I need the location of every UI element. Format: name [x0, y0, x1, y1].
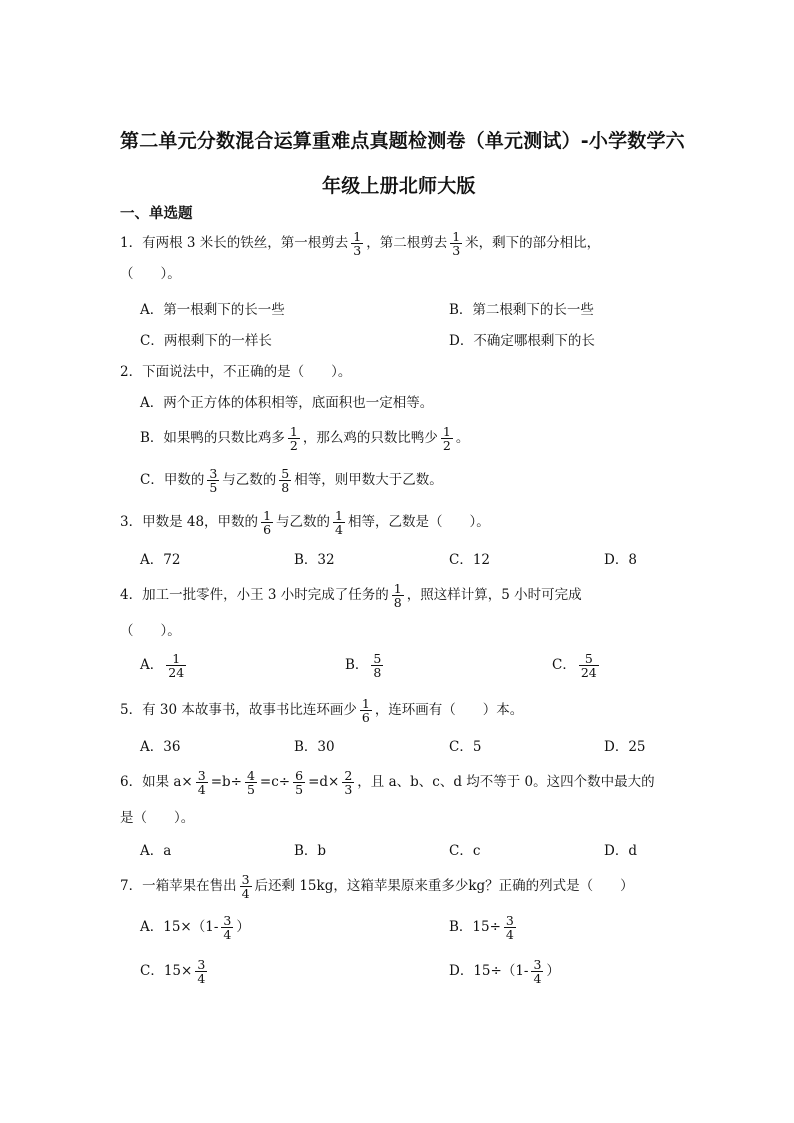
fraction [293, 769, 305, 796]
text: 相等，乙数是（ ）。 [347, 514, 490, 530]
denominator: 4 [197, 971, 206, 986]
q1-option-b[interactable]: B．第二根剩下的长一些 [449, 302, 594, 318]
question-7-stem [120, 873, 634, 900]
title-line-1: 第二单元分数混合运算重难点真题检测卷（单元测试）-小学数学六 [120, 130, 685, 152]
q5-option-d[interactable]: D．25 [604, 739, 646, 755]
fraction [351, 230, 363, 257]
numerator: 1 [393, 581, 402, 596]
q5-option-b[interactable]: B．30 [294, 739, 335, 755]
question-6-stem [120, 769, 655, 796]
fraction [450, 230, 462, 257]
option-letter: A． [140, 657, 164, 673]
fraction [504, 914, 516, 941]
fraction [279, 467, 291, 494]
q4-option-c[interactable] [552, 652, 602, 679]
text: B．如果鸭的只数比鸡多 [140, 430, 285, 446]
fraction [196, 769, 208, 796]
text: ，且 a、b、c、d 均不等于 0。这四个数中最大的 [357, 774, 655, 790]
numerator: 4 [246, 768, 255, 783]
fraction [371, 652, 383, 679]
numerator: 6 [295, 768, 304, 783]
text: 7．一箱苹果在售出 [120, 878, 237, 894]
question-1-answer-blank: （ ）。 [120, 266, 181, 282]
numerator: 1 [289, 424, 298, 439]
q1-option-a[interactable]: A．第一根剩下的长一些 [140, 302, 285, 318]
denominator: 5 [209, 480, 218, 495]
numerator: 3 [197, 768, 206, 783]
text: 4．加工一批零件，小王 3 小时完成了任务的 [120, 587, 389, 603]
numerator: 1 [263, 508, 272, 523]
fraction [288, 425, 300, 452]
denominator: 5 [246, 782, 255, 797]
text: 与乙数的 [276, 514, 331, 530]
denominator: 5 [295, 782, 304, 797]
fraction [261, 509, 273, 536]
q4-option-b[interactable] [345, 652, 386, 679]
text: =d× [308, 774, 340, 790]
text: 米，剩下的部分相比， [465, 235, 601, 251]
numerator: 5 [281, 466, 290, 481]
text: 5．有 30 本故事书，故事书比连环画少 [120, 702, 357, 718]
q2-option-a[interactable]: A．两个正方体的体积相等，底面积也一定相等。 [140, 395, 434, 411]
fraction [531, 958, 543, 985]
question-number: 1． [120, 235, 143, 251]
q1-option-c[interactable]: C．两根剩下的一样长 [140, 333, 272, 349]
q7-option-a[interactable] [140, 914, 250, 941]
text: 6．如果 a× [120, 774, 193, 790]
numerator: 2 [344, 768, 353, 783]
question-6-answer-blank: 是（ ）。 [120, 810, 195, 826]
text: ，照这样计算，5 小时可完成 [406, 587, 582, 603]
denominator: 24 [580, 665, 597, 680]
denominator: 4 [335, 522, 343, 537]
q3-option-d[interactable]: D．8 [604, 552, 637, 568]
denominator: 3 [344, 782, 353, 797]
q3-option-a[interactable]: A．72 [140, 552, 181, 568]
numerator: 3 [209, 466, 218, 481]
question-4-answer-blank: （ ）。 [120, 623, 181, 639]
text: 有两根 3 米长的铁丝，第一根剪去 [142, 235, 349, 251]
numerator: 1 [335, 508, 343, 523]
text: D．15÷（1- [449, 963, 529, 979]
denominator: 4 [197, 782, 206, 797]
fraction [166, 652, 186, 679]
fraction [195, 958, 207, 985]
denominator: 24 [168, 665, 185, 680]
q6-option-d[interactable]: D．d [604, 843, 637, 859]
text: ） [546, 963, 560, 979]
denominator: 8 [393, 595, 402, 610]
numerator: 3 [197, 957, 206, 972]
q6-option-a[interactable]: A．a [140, 843, 172, 859]
option-letter: B． [345, 657, 369, 673]
fraction [221, 914, 233, 941]
fraction [333, 509, 345, 536]
text: 后还剩 15kg，这箱苹果原来重多少kg？正确的列式是（ ） [254, 878, 634, 894]
denominator: 8 [281, 480, 290, 495]
fraction [342, 769, 354, 796]
question-5-stem [120, 697, 523, 724]
fraction [441, 425, 453, 452]
fraction [579, 652, 599, 679]
denominator: 4 [241, 886, 250, 901]
text: C．15× [140, 963, 193, 979]
text: ，连环画有（ ）本。 [374, 702, 524, 718]
numerator: 3 [241, 872, 250, 887]
q3-option-b[interactable]: B．32 [294, 552, 335, 568]
question-3-stem [120, 509, 490, 536]
text: =c÷ [259, 774, 291, 790]
fraction [245, 769, 257, 796]
q7-option-c[interactable] [140, 958, 210, 985]
fraction [240, 873, 252, 900]
q1-option-d[interactable]: D．不确定哪根剩下的长 [449, 333, 595, 349]
section-heading: 一、单选题 [120, 206, 193, 222]
question-4-stem [120, 582, 582, 609]
fraction [207, 467, 219, 494]
q5-option-c[interactable]: C．5 [449, 739, 482, 755]
q6-option-c[interactable]: C．c [449, 843, 481, 859]
q2-option-b[interactable] [140, 425, 469, 452]
denominator: 4 [223, 927, 232, 942]
numerator: 3 [223, 913, 232, 928]
numerator: 3 [533, 957, 542, 972]
q4-option-a[interactable] [140, 652, 189, 679]
text: B．15÷ [449, 919, 501, 935]
text: A．15×（1- [140, 919, 219, 935]
fraction [392, 582, 404, 609]
denominator: 6 [361, 710, 370, 725]
numerator: 1 [452, 229, 461, 244]
text: ，第二根剪去 [366, 235, 448, 251]
denominator: 2 [442, 438, 451, 453]
text: ，那么鸡的只数比鸭少 [302, 430, 438, 446]
text: 。 [455, 430, 470, 446]
text: 相等，则甲数大于乙数。 [294, 472, 443, 488]
q7-option-b[interactable] [449, 914, 519, 941]
denominator: 4 [533, 971, 542, 986]
q5-option-a[interactable]: A．36 [140, 739, 181, 755]
title-line-2: 年级上册北师大版 [322, 175, 476, 197]
fraction [360, 697, 372, 724]
denominator: 6 [263, 522, 272, 537]
numerator: 1 [172, 651, 181, 666]
numerator: 1 [442, 424, 451, 439]
q2-option-c[interactable] [140, 467, 443, 494]
text: C．甲数的 [140, 472, 205, 488]
denominator: 4 [505, 927, 514, 942]
text: 与乙数的 [222, 472, 277, 488]
numerator: 5 [373, 651, 382, 666]
denominator: 3 [452, 243, 461, 258]
q6-option-b[interactable]: B．b [294, 843, 327, 859]
numerator: 5 [584, 651, 593, 666]
denominator: 8 [373, 665, 382, 680]
q3-option-c[interactable]: C．12 [449, 552, 491, 568]
denominator: 2 [289, 438, 298, 453]
text: 3．甲数是 48，甲数的 [120, 514, 259, 530]
question-1-stem [120, 230, 600, 257]
denominator: 3 [353, 243, 362, 258]
numerator: 1 [361, 696, 370, 711]
q7-option-d[interactable] [449, 958, 560, 985]
question-2-stem: 2．下面说法中，不正确的是（ ）。 [120, 364, 352, 380]
text: =b÷ [210, 774, 242, 790]
numerator: 1 [353, 229, 362, 244]
text: ） [236, 919, 250, 935]
option-letter: C． [552, 657, 576, 673]
numerator: 3 [505, 913, 514, 928]
